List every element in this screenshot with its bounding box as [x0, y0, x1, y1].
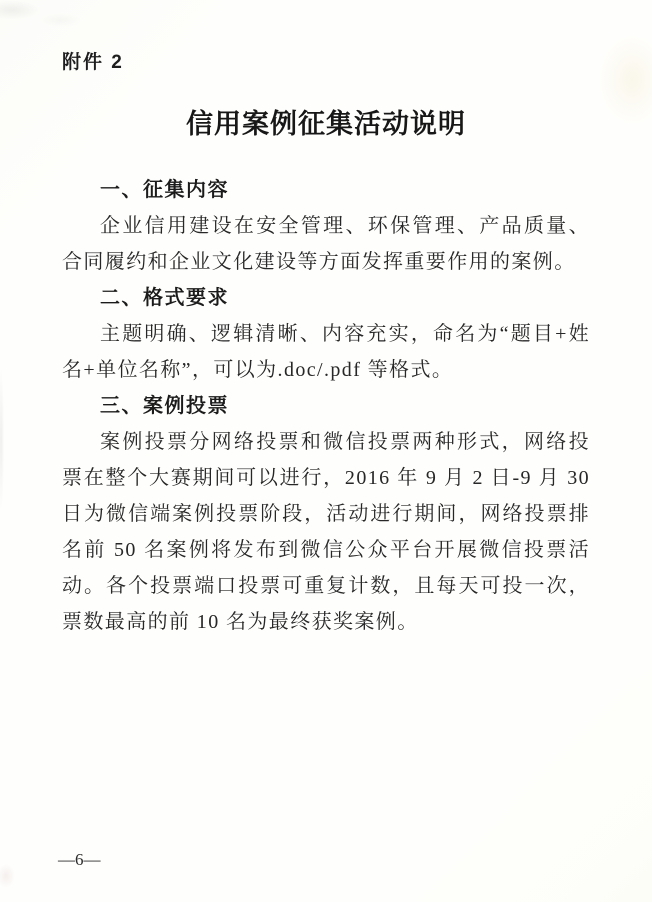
section-paragraph-collection-content: 企业信用建设在安全管理、环保管理、产品质量、合同履约和企业文化建设等方面发挥重要作用的案例。	[62, 215, 590, 273]
document-content	[62, 172, 590, 640]
section-heading-case-voting: 三、案例投票	[100, 395, 229, 417]
scan-artifact-bottom-left	[0, 856, 26, 896]
section-heading-format-requirements: 二、格式要求	[100, 287, 229, 309]
section-paragraph-format-requirements: 主题明确、逻辑清晰、内容充实，命名为“题目+姓名+单位名称”，可以为.doc/.pdf 等格式。	[62, 323, 590, 381]
attachment-label: 附件 2	[62, 52, 124, 73]
section-paragraph-case-voting: 案例投票分网络投票和微信投票两种形式，网络投票在整个大赛期间可以进行，2016 年 9 月 2 日-9 月 30 日为微信端案例投票阶段，活动进行期间，网络投票排名前 50 名案例将发布到微信公众平台开展微信投票活动。各个投票端口投票可重复计数，且每天可投一次，票数最高的前 10 名为最终获奖案例。	[62, 431, 590, 633]
section-heading-collection-content: 一、征集内容	[100, 179, 229, 201]
page-number: —6—	[58, 850, 101, 869]
document-title: 信用案例征集活动说明	[186, 109, 466, 139]
